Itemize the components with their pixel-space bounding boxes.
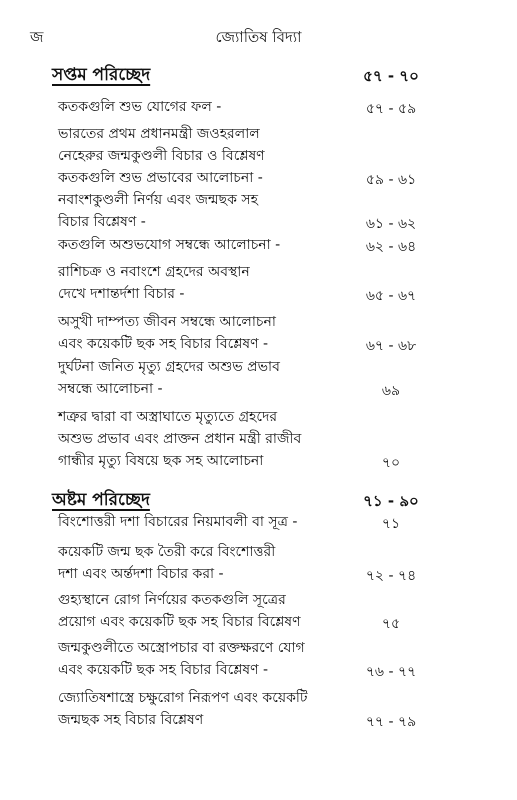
chapter-pages: ৫৭ - ৭০ [363,67,419,85]
entry-line: দেখে দশান্তর্দশা বিচার - [58,286,185,302]
entry-pages: ৬১ - ৬২ [365,216,417,232]
entry-pages: ৭২ - ৭৪ [365,568,417,584]
entry-line: জন্মকুণ্ডলীতে অস্ত্রোপচার বা রক্তক্ষরণে যোগ [58,640,305,656]
entry-pages: ৭০ [381,455,401,471]
entry-line: বিচার বিশ্লেষণ - [58,214,146,230]
entry-line: অসুখী দাম্পত্য জীবন সম্বন্ধে আলোচনা [58,314,276,330]
entry-line: শত্রুর দ্বারা বা অস্ত্রাঘাতে মৃত্যুতে গ্রহদের [58,409,278,425]
entry-line: সম্বন্ধে আলোচনা - [58,381,163,397]
entry-line: নবাংশকুণ্ডলী নির্ণয় এবং জন্মছক সহ [58,192,258,208]
entry-pages: ৬৯ [381,383,401,399]
chapter-heading: সপ্তম পরিচ্ছেদ [52,65,151,85]
entry-line: কতকগুলি শুভ প্রভাবের আলোচনা - [58,170,263,186]
entry-pages: ৭৬ - ৭৭ [365,664,417,680]
page-letter: জ [30,28,44,46]
entry-line: এবং কয়েকটি ছক সহ বিচার বিশ্লেষণ - [58,662,269,678]
entry-pages: ৭৫ [381,616,401,632]
entry-line: কতকগুলি শুভ যোগের ফল - [58,99,222,115]
entry-pages: ৬৫ - ৬৭ [365,288,417,304]
entry-line: প্রয়োগ এবং কয়েকটি ছক সহ বিচার বিশ্লেষণ [58,614,301,630]
entry-line: এবং কয়েকটি ছক সহ বিচার বিশ্লেষণ - [58,336,269,352]
entry-pages: ৬২ - ৬৪ [365,239,417,255]
entry-line: ভারতের প্রথম প্রধানমন্ত্রী জওহরলাল [58,126,260,142]
entry-line: দশা এবং অর্ন্তদশা বিচার করা - [58,566,224,582]
entry-line: কয়েকটি জন্ম ছক তৈরী করে বিংশোত্তরী [58,544,276,560]
entry-line: অশুভ প্রভাব এবং প্রাক্তন প্রধান মন্ত্রী রাজীব [58,431,302,447]
entry-pages: ৭১ [381,516,401,532]
entry-line: গুহ্যস্থানে রোগ নির্ণয়ের কতকগুলি সূত্রের [58,592,286,608]
entry-line: বিংশোত্তরী দশা বিচারের নিয়মাবলী বা সূত্র - [58,514,298,530]
entry-line: নেহেরুর জন্মকুণ্ডলী বিচার ও বিশ্লেষণ [58,148,265,164]
entry-line: জন্মছক সহ বিচার বিশ্লেষণ [58,712,204,728]
running-title: জ্যোতিষ বিদ্যা [215,28,302,46]
entry-pages: ৭৭ - ৭৯ [365,714,417,730]
entry-line: দুর্ঘটনা জনিত মৃত্যু গ্রহদের অশুভ প্রভাব [58,359,280,375]
entry-line: রাশিচক্র ও নবাংশে গ্রহদের অবস্থান [58,264,250,280]
entry-line: জ্যোতিষশাস্ত্রে চক্ষুরোগ নিরূপণ এবং কয়েকটি [58,690,308,706]
entry-pages: ৬৭ - ৬৮ [365,338,417,354]
entry-pages: ৫৯ - ৬১ [365,172,417,188]
entry-pages: ৫৭ - ৫৯ [365,101,417,117]
entry-line: গান্ধীর মৃত্যু বিষয়ে ছক সহ আলোচনা [58,453,264,469]
chapter-pages: ৭১ - ৯০ [363,492,419,510]
chapter-heading: অষ্টম পরিচ্ছেদ [52,490,150,510]
entry-line: কতগুলি অশুভযোগ সম্বন্ধে আলোচনা - [58,237,281,253]
